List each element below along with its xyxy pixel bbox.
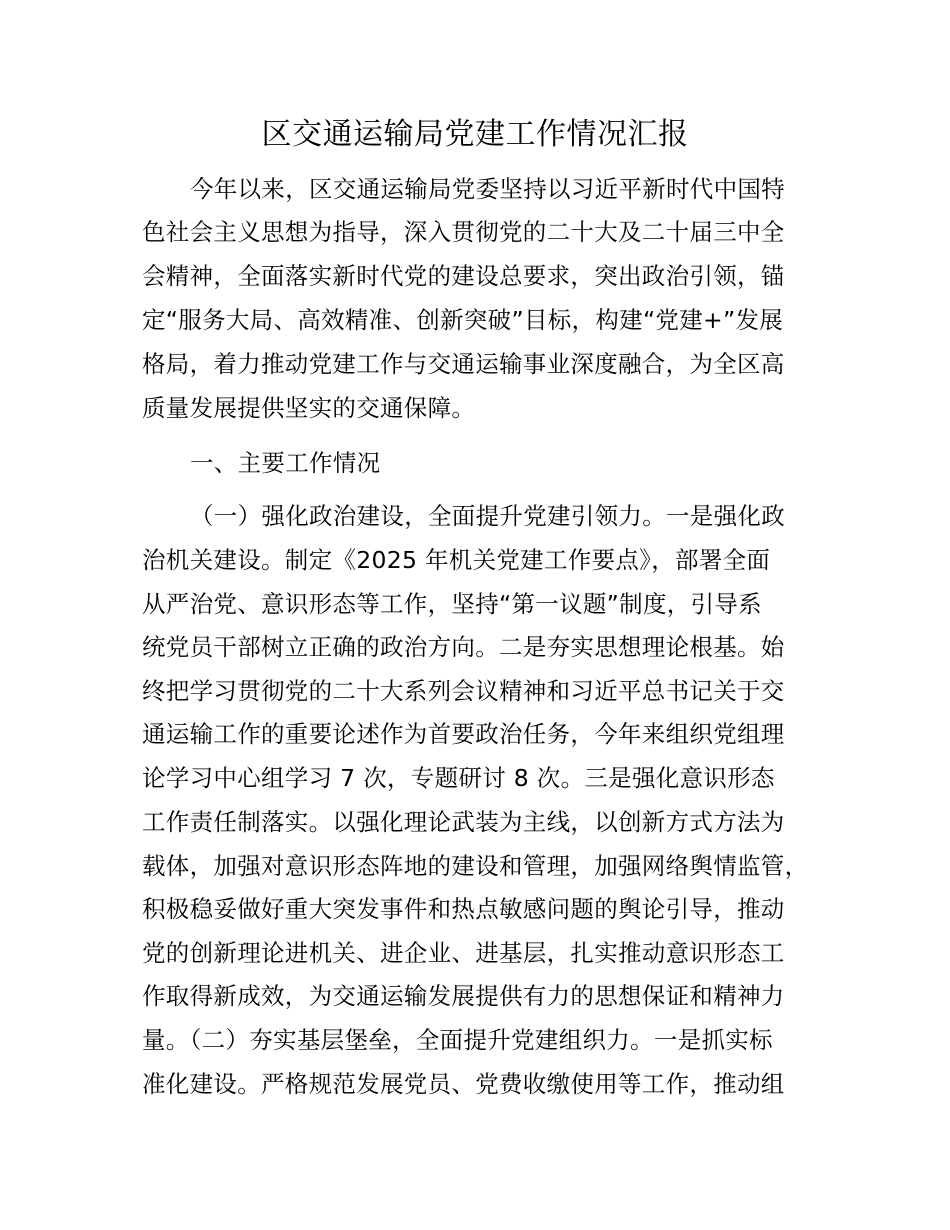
paragraph-body-line-11: 党的创新理论进机关、进企业、进基层，扎实推动意识形态工 <box>142 939 785 967</box>
section-heading-main-work: 一、主要工作情况 <box>190 449 381 477</box>
paragraph-body-line-1: （一）强化政治建设，全面提升党建引领力。一是强化政 <box>190 502 785 530</box>
paragraph-body-line-13: 量。（二）夯实基层堡垒，全面提升党建组织力。一是抓实标 <box>142 1026 773 1054</box>
paragraph-body-line-9: 载体，加强对意识形态阵地的建设和管理，加强网络舆情监管， <box>142 852 809 880</box>
paragraph-body-line-7: 论学习中心组学习 7 次，专题研讨 8 次。三是强化意识形态 <box>142 764 775 792</box>
paragraph-body-line-14: 准化建设。严格规范发展党员、党费收缴使用等工作，推动组 <box>142 1070 785 1098</box>
paragraph-intro-line-4: 定“服务大局、高效精准、创新突破”目标，构建“党建+”发展 <box>142 306 784 334</box>
paragraph-intro-line-2: 色社会主义思想为指导，深入贯彻党的二十大及二十届三中全 <box>142 218 785 246</box>
paragraph-body-line-12: 作取得新成效，为交通运输发展提供有力的思想保证和精神力 <box>142 982 785 1010</box>
paragraph-intro-line-1: 今年以来，区交通运输局党委坚持以习近平新时代中国特 <box>190 175 785 203</box>
paragraph-body-line-8: 工作责任制落实。以强化理论武装为主线，以创新方式方法为 <box>142 808 785 836</box>
paragraph-body-line-2: 治机关建设。制定《2025 年机关党建工作要点》，部署全面 <box>142 546 771 574</box>
paragraph-body-line-5: 终把学习贯彻党的二十大系列会议精神和习近平总书记关于交 <box>142 677 785 705</box>
paragraph-body-line-6: 通运输工作的重要论述作为首要政治任务，今年来组织党组理 <box>142 720 785 748</box>
paragraph-intro-line-3: 会精神，全面落实新时代党的建设总要求，突出政治引领，锚 <box>142 262 785 290</box>
paragraph-intro-line-5: 格局，着力推动党建工作与交通运输事业深度融合，为全区高 <box>142 350 785 378</box>
document-title: 区交通运输局党建工作情况汇报 <box>261 117 689 152</box>
paragraph-body-line-4: 统党员干部树立正确的政治方向。二是夯实思想理论根基。始 <box>142 633 785 661</box>
paragraph-intro-line-6: 质量发展提供坚实的交通保障。 <box>142 394 476 422</box>
paragraph-body-line-10: 积极稳妥做好重大突发事件和热点敏感问题的舆论引导，推动 <box>142 895 785 923</box>
paragraph-body-line-3: 从严治党、意识形态等工作，坚持“第一议题”制度，引导系 <box>142 590 762 618</box>
